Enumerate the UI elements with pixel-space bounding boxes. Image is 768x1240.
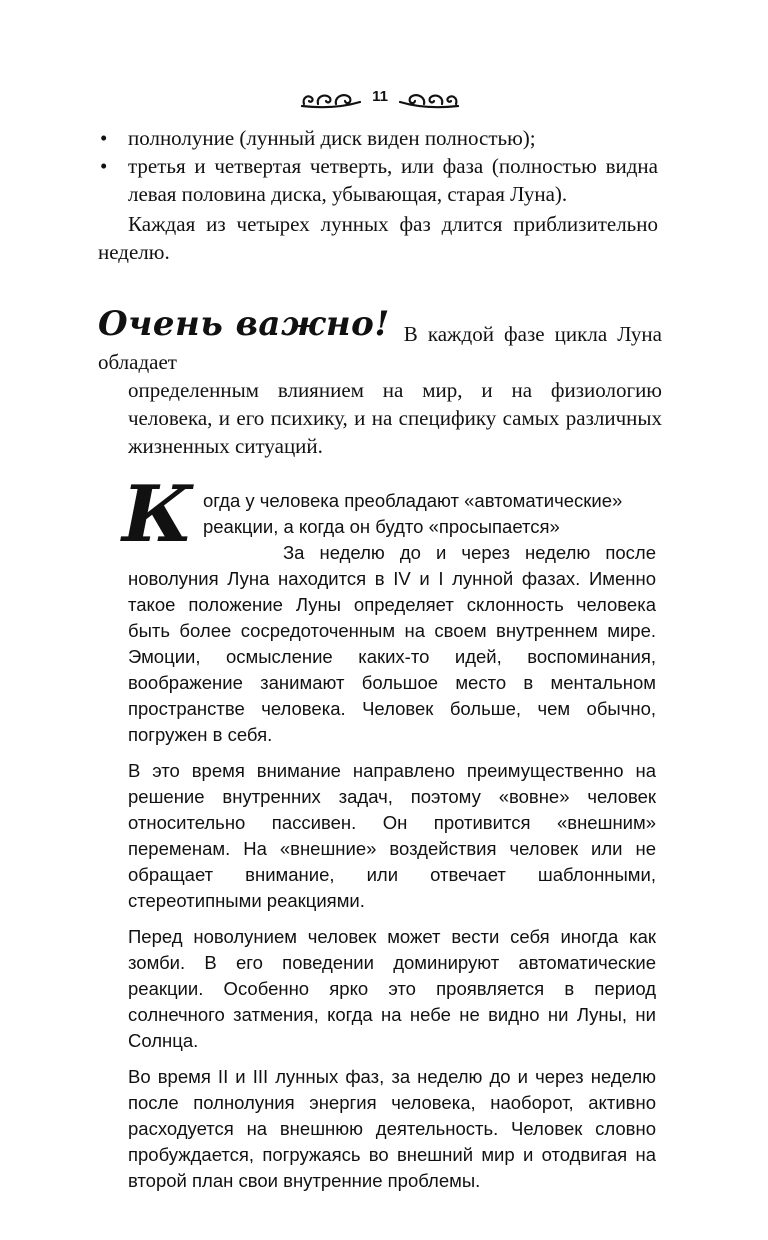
bullet-list [98, 124, 658, 208]
box-paragraph: В это время внимание направлено преимущественно на решение внутренних задач, поэтому «вовне» человек относительно пассивен. Он противится «внешним» переменам. На «внешние» воздействия человек или не обращает внимание, или отвечает шаблонными, стереотипными реакциями. [128, 760, 656, 911]
box-paragraph: Во время II и III лунных фаз, за неделю до и через неделю после полнолуния энергия человека, наоборот, активно расходуется на внешнюю деятельность. Человек словно пробуждается, погружаясь во внешний мир и отодвигая на второй план свои внутренние проблемы. [128, 1066, 656, 1191]
important-text: определенным влиянием на мир, и на физиологию человека, и его психику, и на специфику самых различных жизненных ситуаций. [128, 378, 662, 458]
sidebar-box [122, 469, 656, 1204]
important-label: Очень важно! [98, 304, 390, 344]
bullet-item: • полнолуние (лунный диск виден полностью); [98, 124, 658, 152]
important-first-line: В каждой фазе цикла Луна обладает [98, 322, 662, 374]
swirl-ornament-right-icon [398, 88, 460, 110]
page-number: 11 [372, 88, 388, 105]
page-header [0, 82, 768, 116]
swirl-ornament-left-icon [300, 88, 362, 110]
drop-cap: К [122, 469, 193, 560]
box-title: огда у человека преобладают «автоматические» реакции, а когда он будто «просыпается» [202, 490, 623, 537]
box-paragraph: Перед новолунием человек может вести себя иногда как зомби. В его поведении доминируют автоматические реакции. Особенно ярко это проявляется в период солнечного затмения, когда на небе не видно ни Луны, ни Солнца. [128, 926, 656, 1051]
important-note [98, 304, 662, 460]
box-paragraph: За неделю до и через неделю после новолуния Луна находится в IV и I лунной фазах. Именно такое положение Луны определяет склонность человека быть более сосредоточенным на своем внутреннем мире. Эмоции, осмысление каких-то идей, воспоминания, воображение занимают большое место в ментальном пространстве человека. Человек больше, чем обычно, погружен в себя. [128, 542, 656, 745]
bullet-item: • третья и четвертая четверть, или фаза (полностью видна левая половина диска, убывающая, старая Луна). [98, 152, 658, 208]
intro-paragraph: Каждая из четырех лунных фаз длится приблизительно неделю. [98, 212, 658, 264]
